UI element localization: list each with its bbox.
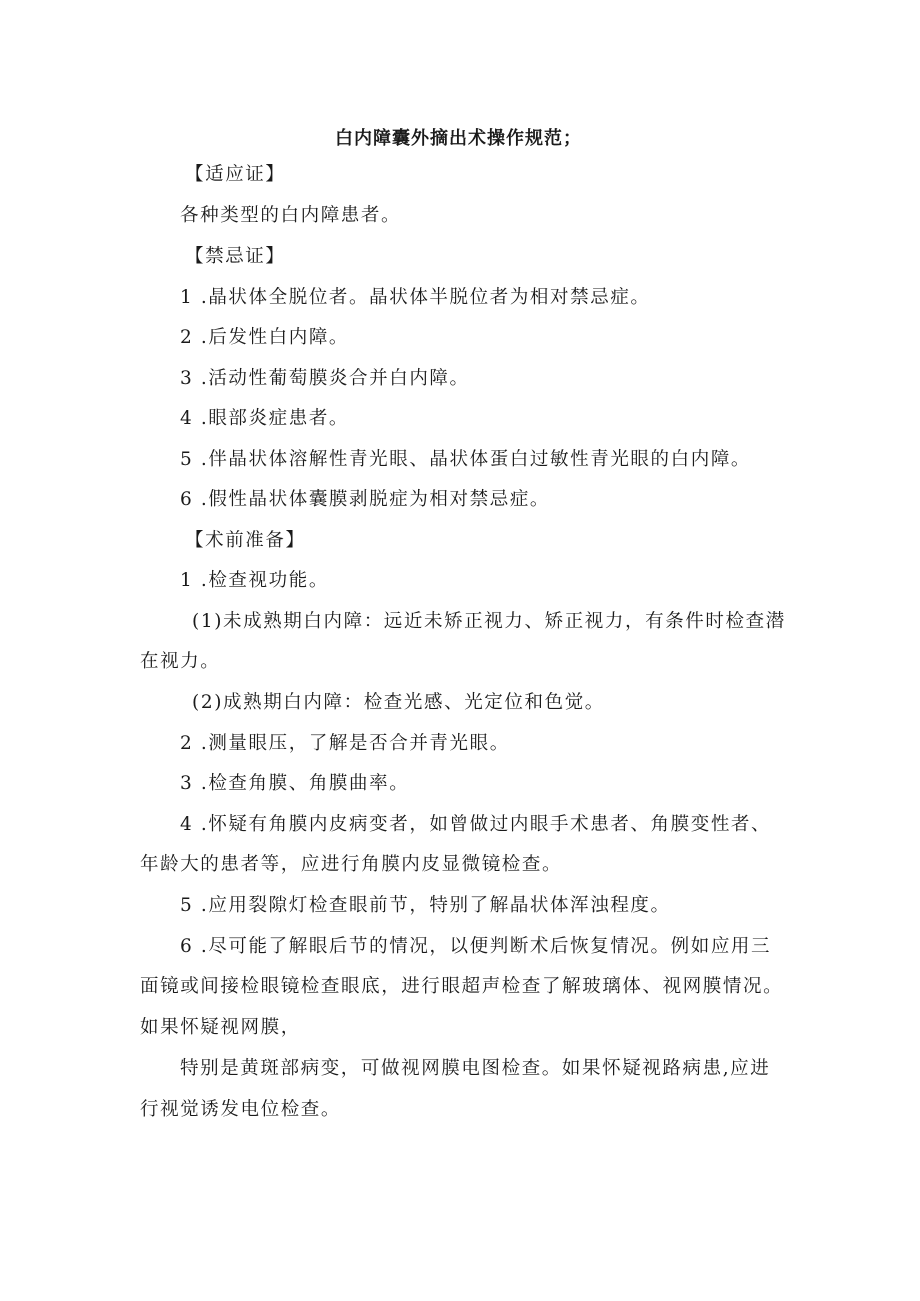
preop-item-continued: 如果怀疑视网膜， xyxy=(140,1017,301,1038)
preop-item: 2 .测量眼压，了解是否合并青光眼。 xyxy=(180,733,510,754)
contraindication-item: 3 .活动性葡萄膜炎合并白内障。 xyxy=(180,368,470,389)
preop-item: 1 .检查视功能。 xyxy=(180,570,329,591)
preop-item: 3 .检查角膜、角膜曲率。 xyxy=(180,773,410,794)
preop-item-continued: 年龄大的患者等，应进行角膜内皮显微镜检查。 xyxy=(140,854,563,875)
paragraph-line: 行视觉诱发电位检查。 xyxy=(140,1099,342,1120)
preop-subitem: (2)成熟期白内障：检查光感、光定位和色觉。 xyxy=(192,692,605,713)
preop-item-continued: 面镜或间接检眼镜检查眼底，进行眼超声检查了解玻璃体、视网膜情况。 xyxy=(140,976,784,997)
contraindication-item: 2 .后发性白内障。 xyxy=(180,327,350,348)
indications-heading: 【适应证】 xyxy=(185,164,286,185)
preop-heading: 【术前准备】 xyxy=(185,530,306,551)
preop-item: 5 .应用裂隙灯检查眼前节，特别了解晶状体浑浊程度。 xyxy=(180,895,671,916)
document-title: 白内障囊外摘出术操作规范； xyxy=(335,128,582,149)
preop-subitem: (1)未成熟期白内障：远近未矫正视力、矫正视力，有条件时检查潜 xyxy=(192,611,786,632)
preop-subitem-continued: 在视力。 xyxy=(140,651,221,672)
indications-text: 各种类型的白内障患者。 xyxy=(180,205,402,226)
contraindication-item: 5 .伴晶状体溶解性青光眼、晶状体蛋白过敏性青光眼的白内障。 xyxy=(180,449,752,470)
preop-item: 4 .怀疑有角膜内皮病变者，如曾做过内眼手术患者、角膜变性者、 xyxy=(180,814,772,835)
contraindications-heading: 【禁忌证】 xyxy=(185,246,286,267)
contraindication-item: 6 .假性晶状体囊膜剥脱症为相对禁忌症。 xyxy=(180,489,551,510)
preop-item: 6 .尽可能了解眼后节的情况，以便判断术后恢复情况。例如应用三 xyxy=(180,936,772,957)
contraindication-item: 1 .晶状体全脱位者。晶状体半脱位者为相对禁忌症。 xyxy=(180,287,651,308)
paragraph-line: 特别是黄斑部病变，可做视网膜电图检查。如果怀疑视路病患,应进 xyxy=(180,1058,771,1079)
contraindication-item: 4 .眼部炎症患者。 xyxy=(180,408,350,429)
